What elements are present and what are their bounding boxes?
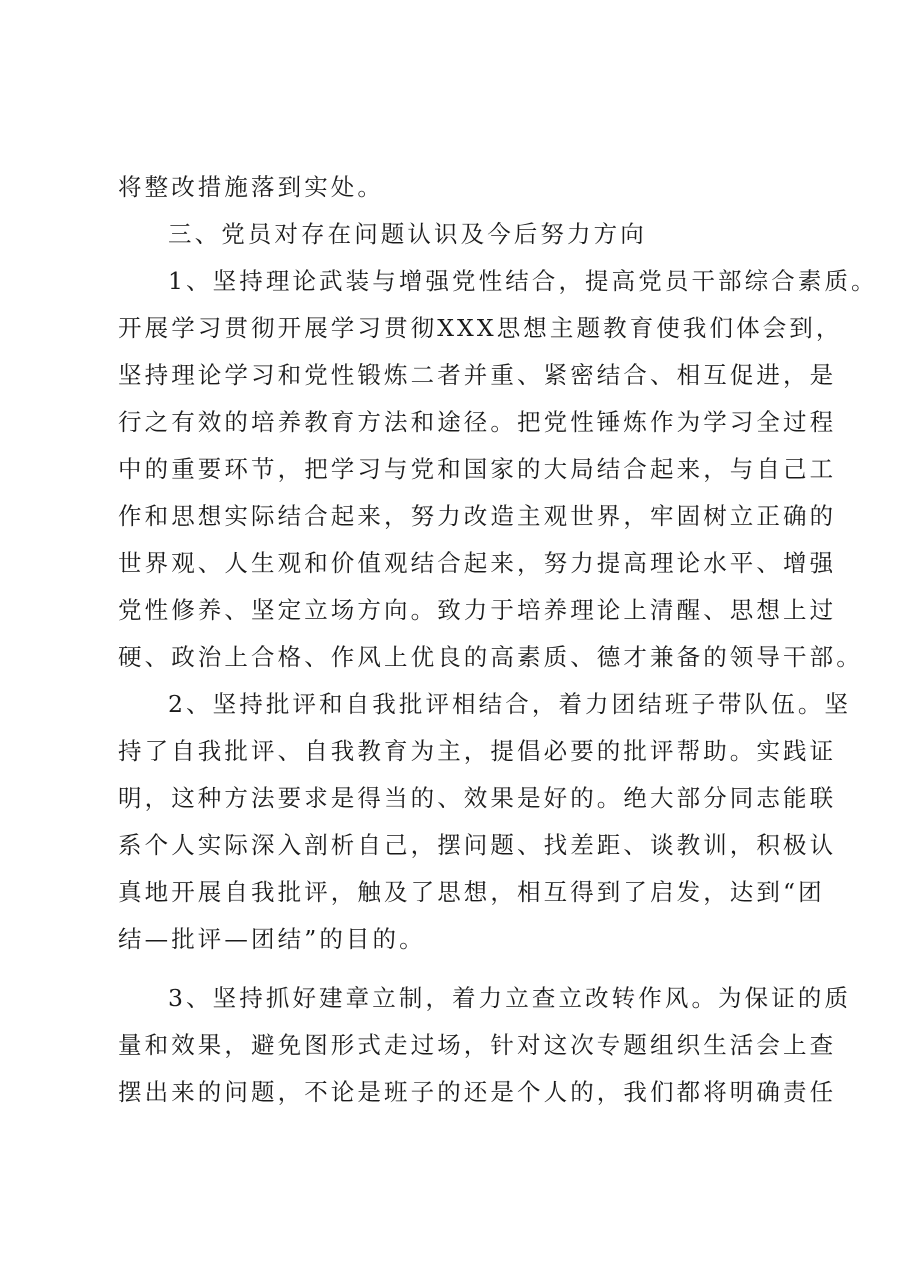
text-line: 硬、政治上合格、作风上优良的高素质、德才兼备的领导干部。 (118, 643, 863, 671)
section-heading: 三、党员对存在问题认识及今后努力方向 (168, 220, 647, 248)
text-line: 世界观、人生观和价值观结合起来，努力提高理论水平、增强 (118, 549, 837, 577)
text-line: 摆出来的问题，不论是班子的还是个人的，我们都将明确责任 (118, 1078, 837, 1106)
text-line: 将整改措施落到实处。 (118, 173, 384, 201)
text-line: 作和思想实际结合起来，努力改造主观世界，牢固树立正确的 (118, 502, 837, 530)
text-line: 坚持理论学习和党性锻炼二者并重、紧密结合、相互促进，是 (118, 361, 837, 389)
text-line: 1、坚持理论武装与增强党性结合，提高党员干部综合素质。 (168, 267, 878, 295)
text-line: 2、坚持批评和自我批评相结合，着力团结班子带队伍。坚 (168, 690, 852, 718)
text-line: 系个人实际深入剖析自己，摆问题、找差距、谈教训，积极认 (118, 831, 837, 859)
text-line: 中的重要环节，把学习与党和国家的大局结合起来，与自己工 (118, 455, 837, 483)
text-line: 明，这种方法要求是得当的、效果是好的。绝大部分同志能联 (118, 784, 837, 812)
text-line: 真地开展自我批评，触及了思想，相互得到了启发，达到“团 (118, 878, 825, 906)
text-line: 量和效果，避免图形式走过场，针对这次专题组织生活会上查 (118, 1031, 837, 1059)
text-line: 结—批评—团结”的目的。 (118, 925, 426, 953)
text-line: 行之有效的培养教育方法和途径。把党性锤炼作为学习全过程 (118, 408, 837, 436)
text-line: 3、坚持抓好建章立制，着力立查立改转作风。为保证的质 (168, 984, 852, 1012)
text-line: 党性修养、坚定立场方向。致力于培养理论上清醒、思想上过 (118, 596, 837, 624)
text-line: 持了自我批评、自我教育为主，提倡必要的批评帮助。实践证 (118, 737, 837, 765)
text-line: 开展学习贯彻开展学习贯彻XXX思想主题教育使我们体会到， (118, 314, 843, 342)
document-body (118, 164, 878, 1116)
